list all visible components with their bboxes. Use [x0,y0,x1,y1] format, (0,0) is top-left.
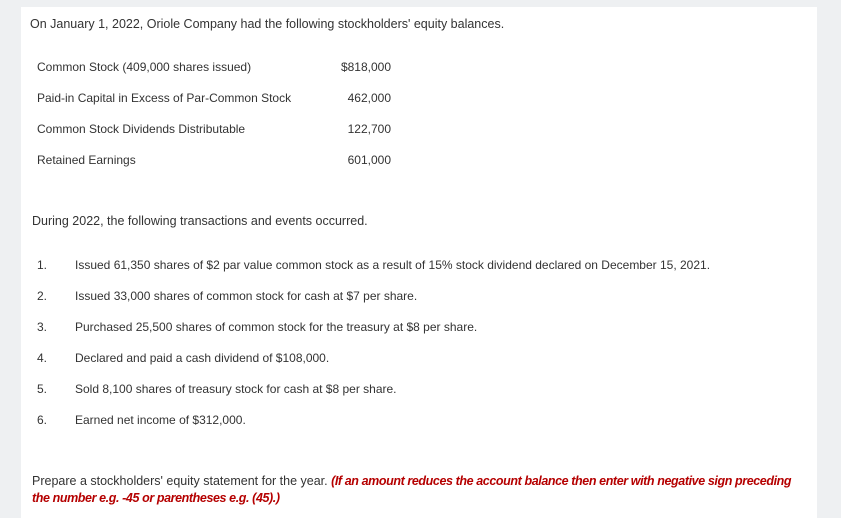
balance-row [37,118,397,149]
balance-row [37,87,397,118]
list-item [37,258,797,289]
instructions-note: (If an amount reduces the account balance then enter with negative sign preceding the number e.g. -45 or parentheses e.g. (45).) [32,474,792,505]
list-item-text: Issued 33,000 shares of common stock for cash at $7 per share. [75,289,418,303]
list-item-text: Earned net income of $312,000. [75,413,246,427]
question-panel [21,7,817,518]
list-item [37,289,797,320]
list-item-number: 5. [37,382,48,396]
list-item-number: 4. [37,351,48,365]
list-item-number: 3. [37,320,48,334]
intro-text: On January 1, 2022, Oriole Company had the following stockholders' equity balances. [30,17,505,31]
list-item-number: 6. [37,413,48,427]
balance-label: Common Stock Dividends Distributable [37,122,246,136]
list-item [37,351,797,382]
instructions-text: Prepare a stockholders' equity statement for the year. [32,474,332,488]
balance-label: Retained Earnings [37,153,136,167]
list-item-number: 1. [37,258,48,272]
balance-label: Paid-in Capital in Excess of Par-Common Stock [37,91,292,105]
instructions [32,473,802,507]
balance-label: Common Stock (409,000 shares issued) [37,60,252,74]
balance-row [37,149,397,180]
transactions-intro: During 2022, the following transactions and events occurred. [32,214,368,228]
list-item-text: Issued 61,350 shares of $2 par value common stock as a result of 15% stock dividend declared on December 15, 2021. [75,258,711,272]
list-item [37,413,797,444]
balance-value: 122,700 [347,122,391,136]
balance-value: 601,000 [347,153,391,167]
balances-table [37,56,397,180]
balance-value: 462,000 [347,91,391,105]
list-item-text: Purchased 25,500 shares of common stock for the treasury at $8 per share. [75,320,478,334]
list-item-text: Declared and paid a cash dividend of $108,000. [75,351,330,365]
balance-value: $818,000 [340,60,391,74]
list-item-number: 2. [37,289,48,303]
balance-row [37,56,397,87]
list-item [37,382,797,413]
list-item-text: Sold 8,100 shares of treasury stock for cash at $8 per share. [75,382,397,396]
list-item [37,320,797,351]
transactions-list [37,258,797,444]
